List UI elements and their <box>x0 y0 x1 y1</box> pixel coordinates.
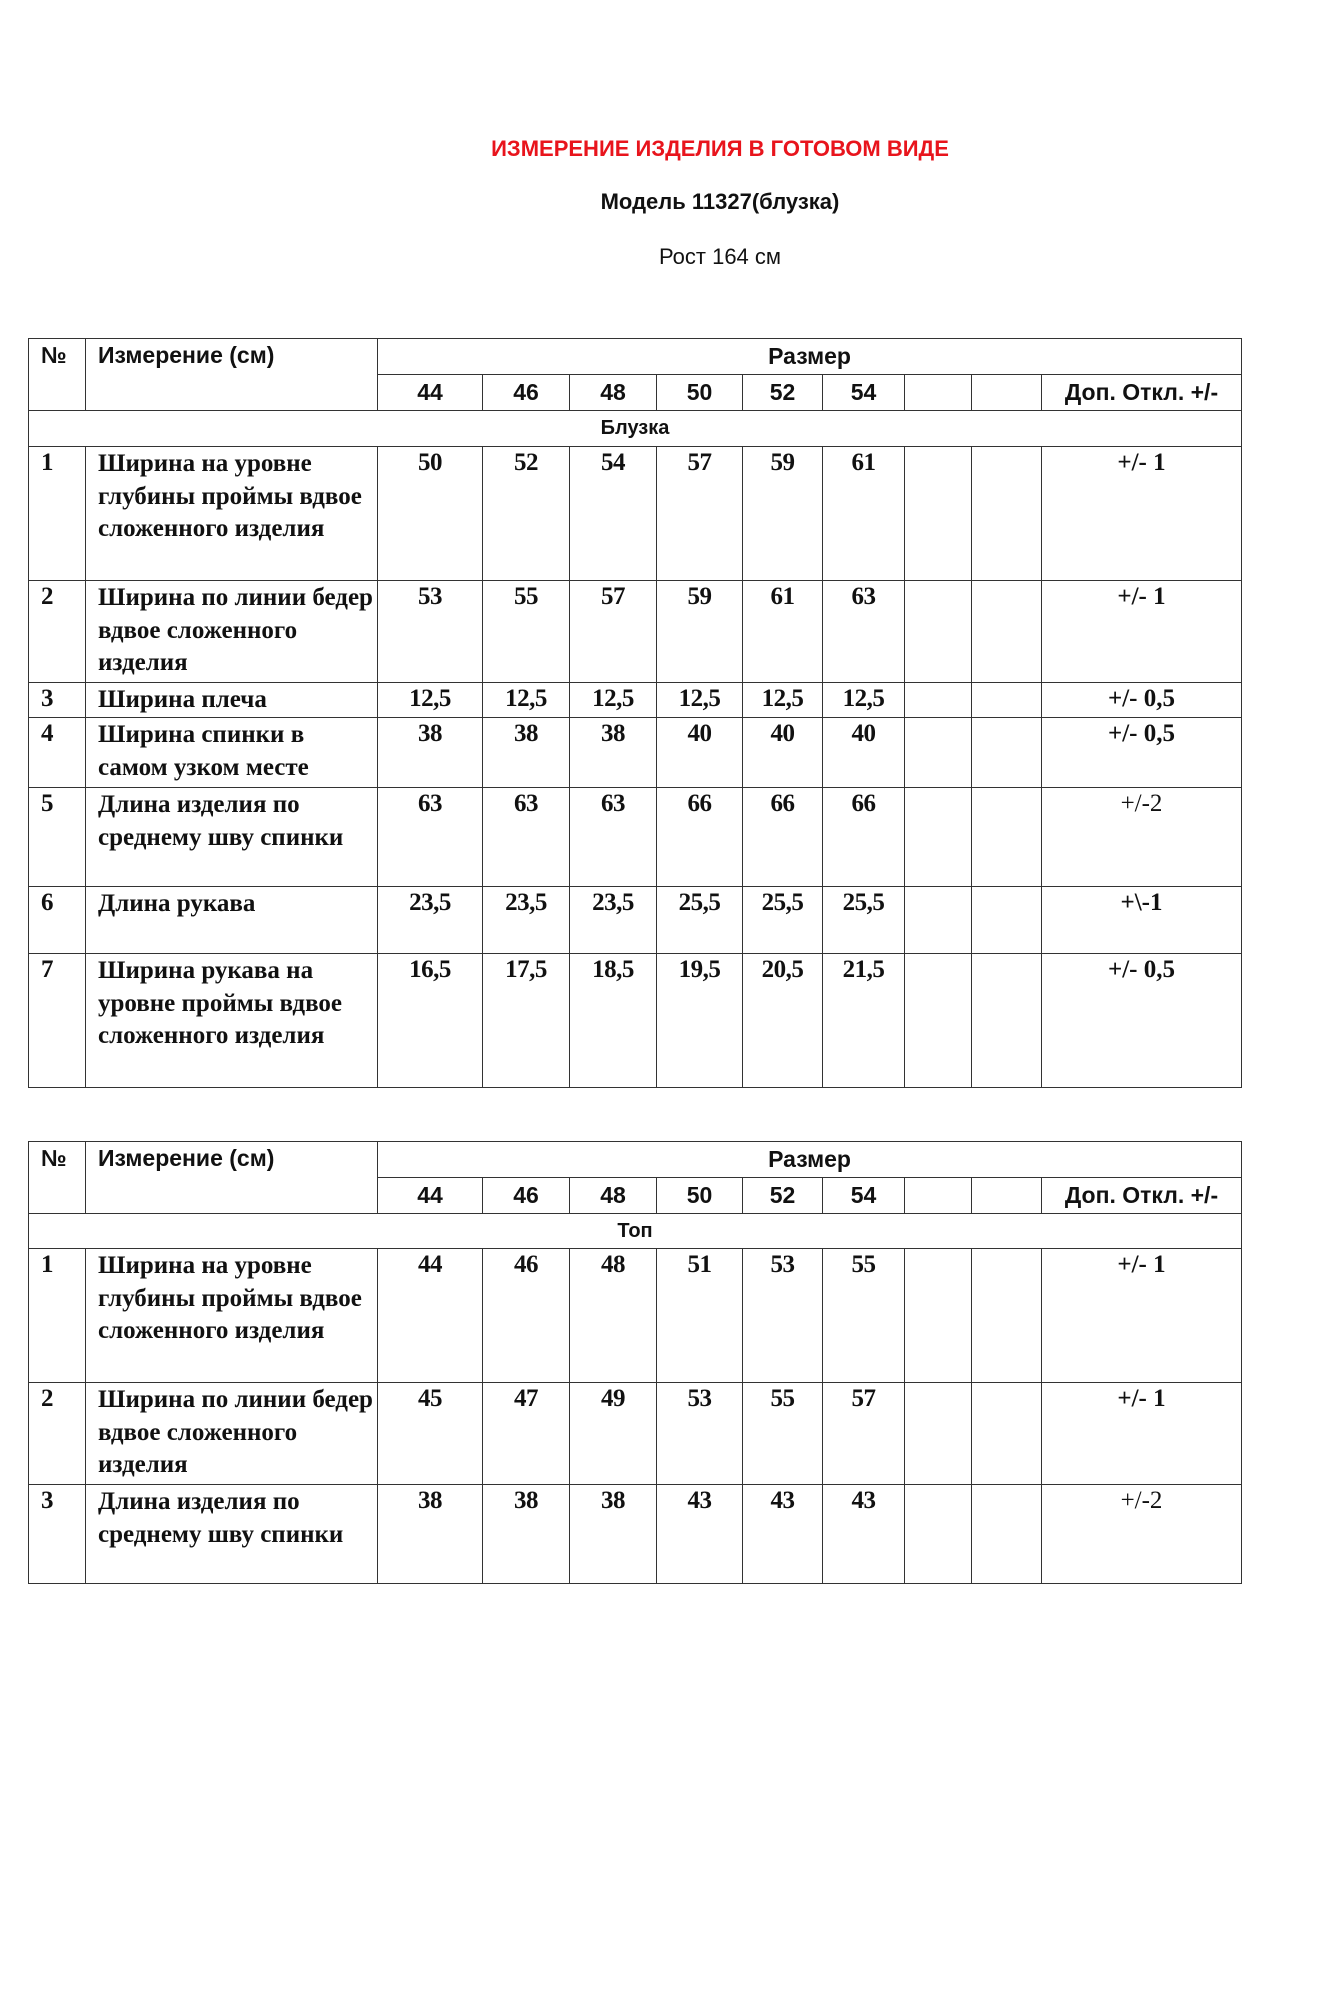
size-value: 61 <box>823 447 905 581</box>
size-value <box>905 1485 972 1584</box>
size-header-cell: 48 <box>570 1178 657 1214</box>
size-value: 43 <box>657 1485 743 1584</box>
size-value: 50 <box>378 447 483 581</box>
table-row <box>29 788 1242 887</box>
size-value: 54 <box>570 447 657 581</box>
size-header-cell: 44 <box>378 375 483 411</box>
measurement-name: Ширина спинки в самом узком месте <box>86 718 378 788</box>
column-header-tolerance: Доп. Откл. +/- <box>1042 1178 1242 1214</box>
size-value <box>905 718 972 788</box>
size-value <box>972 447 1042 581</box>
table-row <box>29 683 1242 718</box>
size-header-cell: 52 <box>743 1178 823 1214</box>
size-header-cell: 46 <box>483 375 570 411</box>
size-value <box>905 1249 972 1383</box>
size-value: 57 <box>570 581 657 683</box>
size-value <box>905 683 972 718</box>
size-value <box>972 1249 1042 1383</box>
size-value: 38 <box>483 1485 570 1584</box>
size-value: 59 <box>657 581 743 683</box>
measurement-name: Длина рукава <box>86 887 378 954</box>
row-number: 5 <box>29 788 86 887</box>
measurement-name: Ширина по линии бедер вдвое сложенного изделия <box>86 581 378 683</box>
section-row <box>29 411 1242 447</box>
size-value: 21,5 <box>823 954 905 1088</box>
size-value: 66 <box>743 788 823 887</box>
measurement-name: Ширина на уровне глубины проймы вдвое сложенного изделия <box>86 1249 378 1383</box>
row-number: 2 <box>29 1383 86 1485</box>
section-label: Топ <box>29 1214 1242 1249</box>
size-value: 38 <box>378 718 483 788</box>
size-value <box>905 581 972 683</box>
size-value: 49 <box>570 1383 657 1485</box>
size-value: 47 <box>483 1383 570 1485</box>
tolerance-value: +/- 1 <box>1042 447 1242 581</box>
column-header-tolerance: Доп. Откл. +/- <box>1042 375 1242 411</box>
measurement-name: Ширина по линии бедер вдвое сложенного изделия <box>86 1383 378 1485</box>
row-number: 1 <box>29 1249 86 1383</box>
size-value <box>972 1485 1042 1584</box>
size-value: 59 <box>743 447 823 581</box>
size-header-cell: 46 <box>483 1178 570 1214</box>
size-value: 66 <box>823 788 905 887</box>
section-row <box>29 1214 1242 1249</box>
size-value <box>972 954 1042 1088</box>
size-value: 23,5 <box>378 887 483 954</box>
size-value: 53 <box>378 581 483 683</box>
size-value: 38 <box>570 1485 657 1584</box>
column-header-size: Размер <box>378 339 1242 375</box>
measurement-table-top <box>28 1141 1242 1584</box>
table-row <box>29 1485 1242 1584</box>
size-value: 57 <box>657 447 743 581</box>
size-value <box>972 887 1042 954</box>
tolerance-value: +/- 1 <box>1042 581 1242 683</box>
tolerance-value: +/- 0,5 <box>1042 718 1242 788</box>
size-value: 52 <box>483 447 570 581</box>
size-value: 53 <box>743 1249 823 1383</box>
size-value <box>972 718 1042 788</box>
tolerance-value: +/- 0,5 <box>1042 683 1242 718</box>
table-row <box>29 718 1242 788</box>
measurement-name: Ширина рукава на уровне проймы вдвое сложенного изделия <box>86 954 378 1088</box>
size-value: 18,5 <box>570 954 657 1088</box>
section-label: Блузка <box>29 411 1242 447</box>
size-value: 12,5 <box>823 683 905 718</box>
size-value: 19,5 <box>657 954 743 1088</box>
size-header-cell: 52 <box>743 375 823 411</box>
size-value: 38 <box>570 718 657 788</box>
size-header-cell <box>972 1178 1042 1214</box>
header-row <box>29 339 1242 375</box>
size-value <box>905 447 972 581</box>
row-number: 3 <box>29 683 86 718</box>
size-header-cell <box>905 375 972 411</box>
size-value: 40 <box>657 718 743 788</box>
document-title: ИЗМЕРЕНИЕ ИЗДЕЛИЯ В ГОТОВОМ ВИДЕ <box>491 136 949 161</box>
size-value: 40 <box>743 718 823 788</box>
size-value: 53 <box>657 1383 743 1485</box>
size-value: 12,5 <box>743 683 823 718</box>
size-header-cell: 44 <box>378 1178 483 1214</box>
tolerance-value: +\-1 <box>1042 887 1242 954</box>
table-row <box>29 954 1242 1088</box>
column-header-size: Размер <box>378 1142 1242 1178</box>
table-row <box>29 581 1242 683</box>
size-value: 16,5 <box>378 954 483 1088</box>
measurement-name: Длина изделия по среднему шву спинки <box>86 1485 378 1584</box>
size-value: 46 <box>483 1249 570 1383</box>
size-value: 61 <box>743 581 823 683</box>
size-value <box>972 683 1042 718</box>
size-value: 38 <box>378 1485 483 1584</box>
size-value: 57 <box>823 1383 905 1485</box>
size-value <box>905 1383 972 1485</box>
size-value: 38 <box>483 718 570 788</box>
size-value: 55 <box>823 1249 905 1383</box>
size-header-cell: 54 <box>823 375 905 411</box>
size-value: 55 <box>743 1383 823 1485</box>
size-value <box>972 1383 1042 1485</box>
size-value: 51 <box>657 1249 743 1383</box>
size-value: 17,5 <box>483 954 570 1088</box>
tolerance-value: +/- 1 <box>1042 1249 1242 1383</box>
size-value <box>905 887 972 954</box>
size-header-cell: 50 <box>657 375 743 411</box>
tolerance-value: +/- 1 <box>1042 1383 1242 1485</box>
size-value: 63 <box>378 788 483 887</box>
column-header-no: № <box>29 339 86 411</box>
table-row <box>29 1249 1242 1383</box>
tolerance-value: +/- 0,5 <box>1042 954 1242 1088</box>
column-header-no: № <box>29 1142 86 1214</box>
row-number: 3 <box>29 1485 86 1584</box>
size-header-cell: 48 <box>570 375 657 411</box>
row-number: 1 <box>29 447 86 581</box>
size-value <box>905 954 972 1088</box>
size-value: 12,5 <box>657 683 743 718</box>
size-value: 45 <box>378 1383 483 1485</box>
size-header-cell: 54 <box>823 1178 905 1214</box>
table-row <box>29 447 1242 581</box>
row-number: 4 <box>29 718 86 788</box>
size-value: 43 <box>823 1485 905 1584</box>
size-value: 12,5 <box>378 683 483 718</box>
size-value <box>972 788 1042 887</box>
column-header-measurement: Измерение (см) <box>86 339 378 411</box>
measurement-name: Длина изделия по среднему шву спинки <box>86 788 378 887</box>
tolerance-value: +/-2 <box>1042 1485 1242 1584</box>
column-header-measurement: Измерение (см) <box>86 1142 378 1214</box>
size-header-cell <box>905 1178 972 1214</box>
size-value: 55 <box>483 581 570 683</box>
measurement-name: Ширина плеча <box>86 683 378 718</box>
size-value: 43 <box>743 1485 823 1584</box>
table-row <box>29 1383 1242 1485</box>
height-label: Рост 164 см <box>658 244 782 269</box>
size-header-cell <box>972 375 1042 411</box>
size-value: 25,5 <box>823 887 905 954</box>
size-value: 66 <box>657 788 743 887</box>
size-value: 23,5 <box>570 887 657 954</box>
size-value: 25,5 <box>657 887 743 954</box>
tolerance-value: +/-2 <box>1042 788 1242 887</box>
size-value <box>972 581 1042 683</box>
size-value <box>905 788 972 887</box>
size-value: 63 <box>823 581 905 683</box>
size-value: 63 <box>483 788 570 887</box>
size-value: 48 <box>570 1249 657 1383</box>
size-header-cell: 50 <box>657 1178 743 1214</box>
measurement-table-blouse <box>28 338 1242 1088</box>
model-label: Модель 11327(блузка) <box>600 189 840 214</box>
measurement-name: Ширина на уровне глубины проймы вдвое сложенного изделия <box>86 447 378 581</box>
size-value: 25,5 <box>743 887 823 954</box>
size-value: 12,5 <box>483 683 570 718</box>
size-value: 23,5 <box>483 887 570 954</box>
size-value: 63 <box>570 788 657 887</box>
row-number: 2 <box>29 581 86 683</box>
table-row <box>29 887 1242 954</box>
row-number: 6 <box>29 887 86 954</box>
size-value: 20,5 <box>743 954 823 1088</box>
row-number: 7 <box>29 954 86 1088</box>
header-row <box>29 1142 1242 1178</box>
size-value: 12,5 <box>570 683 657 718</box>
size-value: 40 <box>823 718 905 788</box>
size-value: 44 <box>378 1249 483 1383</box>
